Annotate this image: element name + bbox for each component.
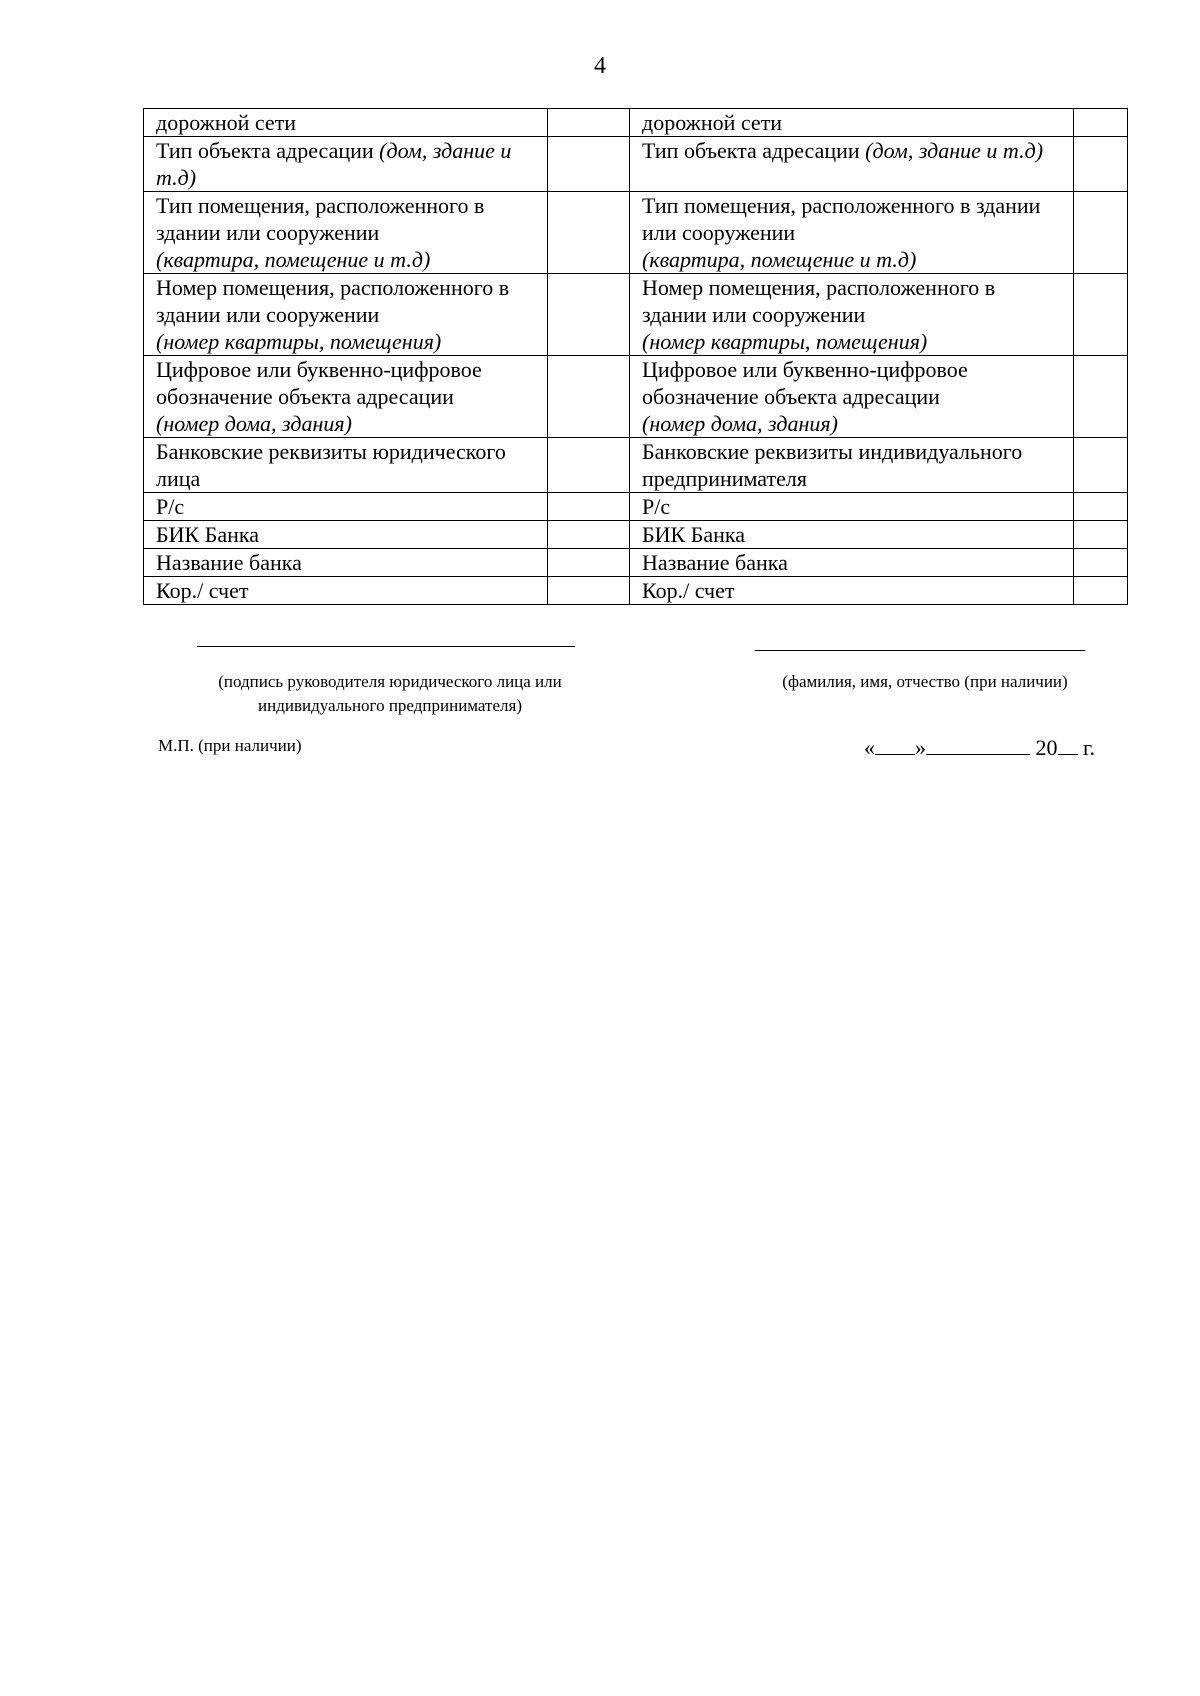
month-blank[interactable]: [926, 734, 1030, 755]
date-open-quote: «: [864, 735, 875, 760]
right-label-cell: [630, 493, 1074, 521]
right-hint-text: (дом, здание и т.д): [865, 138, 1044, 163]
left-label-text: Тип объекта адресации: [156, 138, 380, 163]
right-label-text: дорожной сети: [642, 110, 783, 135]
left-label-cell: [144, 438, 548, 493]
right-label-text: Р/с: [642, 494, 671, 519]
right-label-cell: [630, 137, 1074, 192]
right-value-cell[interactable]: [1074, 438, 1128, 493]
left-value-cell[interactable]: [548, 577, 630, 605]
signature-line[interactable]: [197, 646, 575, 647]
left-label-text: Тип помещения, расположенного в здании или сооружении: [156, 193, 485, 245]
right-label-text: Тип объекта адресации: [642, 138, 866, 163]
full-name-caption: (фамилия, имя, отчество (при наличии): [782, 672, 1068, 691]
right-hint-text: (номер дома, здания): [642, 411, 838, 436]
right-label-text: Номер помещения, расположенного в здании или сооружении: [642, 275, 996, 327]
left-value-cell[interactable]: [548, 192, 630, 274]
left-value-cell[interactable]: [548, 109, 630, 137]
day-blank[interactable]: [875, 734, 915, 755]
table-row: [144, 438, 1128, 493]
table-row: [144, 274, 1128, 356]
table-row: [144, 493, 1128, 521]
table-row: [144, 356, 1128, 438]
left-label-text: БИК Банка: [156, 522, 259, 547]
date-close-quote: »: [915, 735, 926, 760]
right-hint-text: (квартира, помещение и т.д): [642, 247, 917, 272]
left-value-cell[interactable]: [548, 137, 630, 192]
right-value-cell[interactable]: [1074, 356, 1128, 438]
left-hint-text: (номер дома, здания): [156, 411, 352, 436]
left-label-cell: [144, 274, 548, 356]
right-label-text: Банковские реквизиты индивидуального предпринимателя: [642, 439, 1023, 491]
left-hint-text: (дом, здание и т.д): [156, 138, 512, 190]
table-row: [144, 577, 1128, 605]
left-label-cell: [144, 192, 548, 274]
table-row: [144, 137, 1128, 192]
left-hint-text: (номер квартиры, помещения): [156, 329, 442, 354]
left-label-text: дорожной сети: [156, 110, 297, 135]
table-row: [144, 192, 1128, 274]
year-suffix: г.: [1083, 735, 1096, 760]
table-row: [144, 521, 1128, 549]
left-label-cell: [144, 109, 548, 137]
left-value-cell[interactable]: [548, 438, 630, 493]
left-label-text: Цифровое или буквенно-цифровое обозначение объекта адресации: [156, 357, 482, 409]
right-label-cell: [630, 577, 1074, 605]
table-row: [144, 549, 1128, 577]
right-label-cell: [630, 192, 1074, 274]
right-value-cell[interactable]: [1074, 137, 1128, 192]
left-value-cell[interactable]: [548, 521, 630, 549]
left-hint-text: (квартира, помещение и т.д): [156, 247, 431, 272]
right-value-cell[interactable]: [1074, 109, 1128, 137]
right-label-text: БИК Банка: [642, 522, 745, 547]
left-label-text: Банковские реквизиты юридического лица: [156, 439, 506, 491]
signature-caption: (подпись руководителя юридического лица или индивидуального предпринимателя): [218, 672, 562, 715]
right-value-cell[interactable]: [1074, 521, 1128, 549]
right-label-text: Кор./ счет: [642, 578, 735, 603]
left-label-cell: [144, 549, 548, 577]
right-label-cell: [630, 521, 1074, 549]
left-label-cell: [144, 493, 548, 521]
right-label-cell: [630, 549, 1074, 577]
right-label-text: Тип помещения, расположенного в здании или сооружении: [642, 193, 1041, 245]
left-value-cell[interactable]: [548, 274, 630, 356]
right-label-cell: [630, 274, 1074, 356]
left-label-cell: [144, 137, 548, 192]
table-row: [144, 109, 1128, 137]
right-value-cell[interactable]: [1074, 549, 1128, 577]
right-hint-text: (номер квартиры, помещения): [642, 329, 928, 354]
right-value-cell[interactable]: [1074, 192, 1128, 274]
left-label-text: Название банка: [156, 550, 302, 575]
left-label-cell: [144, 356, 548, 438]
left-label-cell: [144, 577, 548, 605]
left-value-cell[interactable]: [548, 356, 630, 438]
right-label-cell: [630, 109, 1074, 137]
right-value-cell[interactable]: [1074, 577, 1128, 605]
right-label-cell: [630, 356, 1074, 438]
left-label-cell: [144, 521, 548, 549]
left-value-cell[interactable]: [548, 549, 630, 577]
right-label-text: Название банка: [642, 550, 788, 575]
seal-label: М.П. (при наличии): [158, 736, 302, 755]
left-label-text: Номер помещения, расположенного в здании или сооружении: [156, 275, 510, 327]
year-prefix: 20: [1035, 735, 1058, 760]
right-value-cell[interactable]: [1074, 493, 1128, 521]
right-label-text: Цифровое или буквенно-цифровое обозначение объекта адресации: [642, 357, 968, 409]
right-label-cell: [630, 438, 1074, 493]
page-number: 4: [594, 53, 606, 79]
right-value-cell[interactable]: [1074, 274, 1128, 356]
requisites-table: [143, 108, 1128, 605]
left-label-text: Р/с: [156, 494, 185, 519]
date-line: [864, 734, 1095, 762]
full-name-line[interactable]: [755, 650, 1085, 651]
year-blank[interactable]: [1058, 734, 1078, 755]
left-value-cell[interactable]: [548, 493, 630, 521]
left-label-text: Кор./ счет: [156, 578, 249, 603]
